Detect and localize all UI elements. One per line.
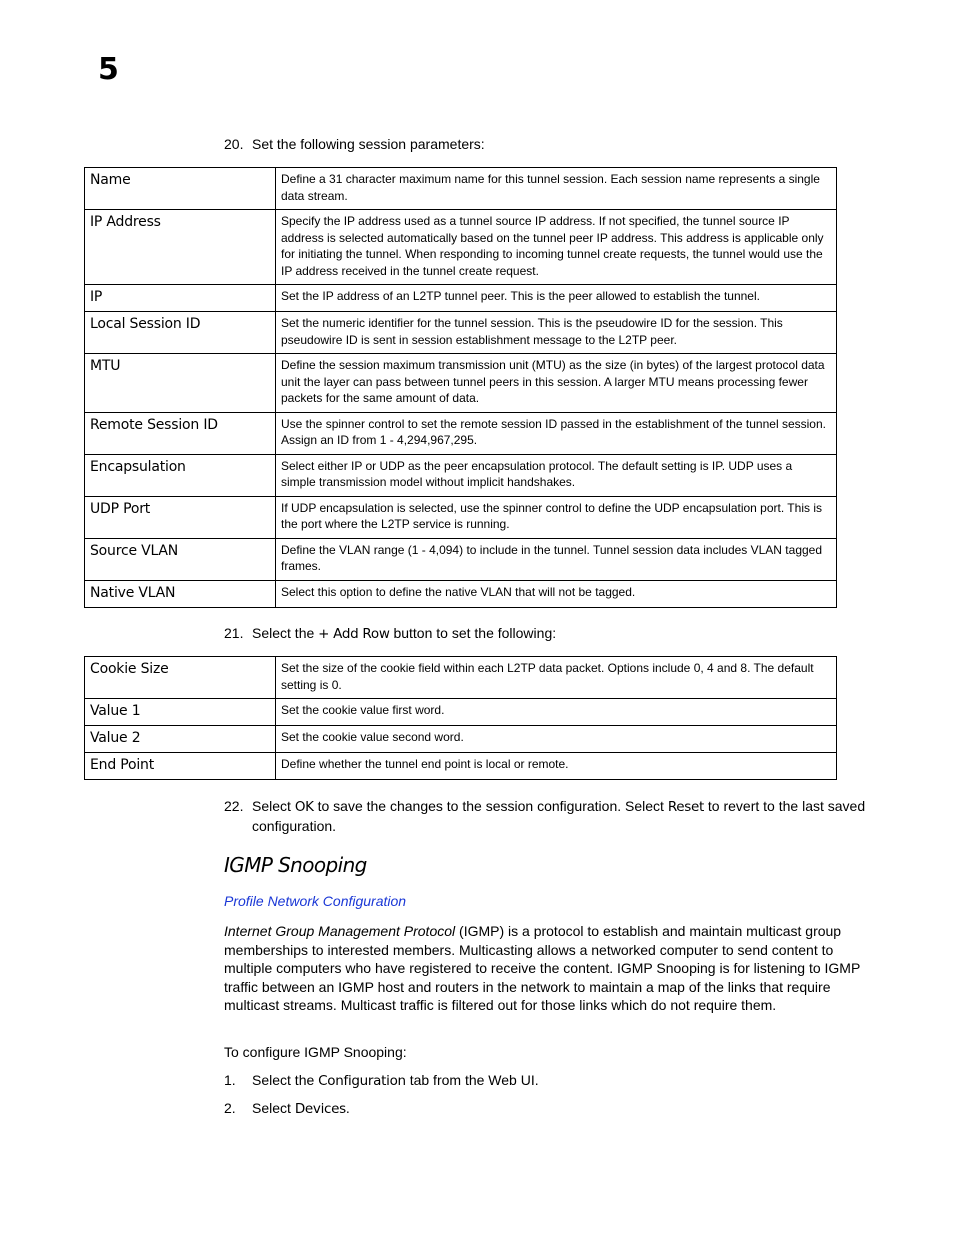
parameter-description: Use the spinner control to set the remote session ID passed in the establishment of the tunnel session. Assign an ID from 1 - 4,294,967,295. bbox=[276, 412, 837, 454]
parameter-description: Set the numeric identifier for the tunnel session. This is the pseudowire ID for the session. This pseudowire ID is sent in session establishment message to the L2TP peer. bbox=[276, 312, 837, 354]
table-row bbox=[85, 496, 837, 538]
table-row bbox=[85, 699, 837, 726]
add-row-button-ref: + Add Row bbox=[318, 626, 390, 642]
step-text-pre: Select the bbox=[252, 1072, 319, 1088]
step-text: Set the following session parameters: bbox=[252, 136, 485, 152]
step-text bbox=[252, 797, 872, 835]
parameter-name: IP bbox=[85, 285, 276, 312]
table-row bbox=[85, 580, 837, 607]
session-parameters-table bbox=[84, 167, 837, 608]
configuration-tab-ref: Configuration bbox=[318, 1073, 406, 1089]
step-text-pre: Select bbox=[252, 798, 295, 814]
parameter-description: Set the size of the cookie field within each L2TP data packet. Options include 0, 4 and 8. The default setting is 0. bbox=[276, 657, 837, 699]
step-text-pre: Select the bbox=[252, 625, 319, 641]
parameter-name: End Point bbox=[85, 753, 276, 780]
step-text-post: tab from the Web UI. bbox=[405, 1072, 539, 1088]
chapter-number: 5 bbox=[98, 52, 119, 87]
parameter-name: Native VLAN bbox=[85, 580, 276, 607]
parameter-description: Set the IP address of an L2TP tunnel peer. This is the peer allowed to establish the tunnel. bbox=[276, 285, 837, 312]
table-row bbox=[85, 538, 837, 580]
ok-button-ref: OK bbox=[294, 799, 314, 815]
parameter-name: Value 1 bbox=[85, 699, 276, 726]
table-row bbox=[85, 210, 837, 285]
configure-paragraph: To configure IGMP Snooping: bbox=[224, 1044, 407, 1060]
parameter-description: Define a 31 character maximum name for this tunnel session. Each session name represents a single data stream. bbox=[276, 168, 837, 210]
intro-paragraph bbox=[224, 922, 870, 1015]
table-row bbox=[85, 285, 837, 312]
parameter-description: If UDP encapsulation is selected, use the spinner control to define the UDP encapsulation port. This is the port where the L2TP service is running. bbox=[276, 496, 837, 538]
table-row bbox=[85, 412, 837, 454]
cookie-parameters-table bbox=[84, 656, 837, 780]
parameter-description: Select this option to define the native VLAN that will not be tagged. bbox=[276, 580, 837, 607]
table-row bbox=[85, 454, 837, 496]
step-text-post: button to set the following: bbox=[389, 625, 557, 641]
parameter-name: Cookie Size bbox=[85, 657, 276, 699]
parameter-name: Encapsulation bbox=[85, 454, 276, 496]
parameter-name: MTU bbox=[85, 354, 276, 413]
section-title: IGMP Snooping bbox=[224, 853, 367, 877]
parameter-description: Define the session maximum transmission unit (MTU) as the size (in bytes) of the largest protocol data unit the layer can pass between tunnel peers in this session. A larger MTU means processing fewer packets for the same amount of data. bbox=[276, 354, 837, 413]
table-row bbox=[85, 657, 837, 699]
table-row bbox=[85, 753, 837, 780]
parameter-name: IP Address bbox=[85, 210, 276, 285]
parameter-name: UDP Port bbox=[85, 496, 276, 538]
step-22 bbox=[224, 797, 874, 834]
step-1 bbox=[224, 1071, 539, 1091]
table-row bbox=[85, 168, 837, 210]
step-number: 20. bbox=[224, 136, 244, 152]
parameter-name: Name bbox=[85, 168, 276, 210]
step-2 bbox=[224, 1099, 350, 1119]
step-21 bbox=[224, 624, 556, 644]
devices-ref: Devices bbox=[294, 1101, 346, 1117]
step-text-post: . bbox=[345, 1100, 350, 1116]
parameter-name: Source VLAN bbox=[85, 538, 276, 580]
parameter-name: Local Session ID bbox=[85, 312, 276, 354]
table-row bbox=[85, 312, 837, 354]
table-row bbox=[85, 726, 837, 753]
step-text-mid: to save the changes to the session configuration. Select bbox=[313, 798, 668, 814]
profile-network-configuration-link[interactable]: Profile Network Configuration bbox=[224, 893, 407, 909]
parameter-description: Specify the IP address used as a tunnel source IP address. If not specified, the tunnel source IP address is selected automatically based on the tunnel peer IP address. This address is applicable only for initiating the tunnel. When responding to incoming tunnel create requests, the tunnel would use the IP address received in the tunnel create request. bbox=[276, 210, 837, 285]
parameter-description: Set the cookie value second word. bbox=[276, 726, 837, 753]
step-text-pre: Select bbox=[252, 1100, 295, 1116]
step-text-post: to revert to the last saved configuration. bbox=[252, 798, 866, 834]
intro-text: (IGMP) is a protocol to establish and maintain multicast group memberships to interested members. Multicasting allows a networked computer to send content to multiple computers who have registered to receive the content. IGMP Snooping is for listening to IGMP traffic between an IGMP host and routers in the network to maintain a map of the links that require multicast streams. Multicast traffic is filtered out for those links which do not require them. bbox=[224, 923, 861, 1014]
parameter-description: Set the cookie value first word. bbox=[276, 699, 837, 726]
table-row bbox=[85, 354, 837, 413]
step-20 bbox=[224, 135, 485, 154]
step-number: 21. bbox=[224, 625, 244, 641]
step-number: 22. bbox=[224, 798, 244, 814]
parameter-description: Select either IP or UDP as the peer encapsulation protocol. The default setting is IP. UDP uses a simple transmission model without implicit handshakes. bbox=[276, 454, 837, 496]
reset-button-ref: Reset bbox=[667, 799, 705, 815]
parameter-description: Define the VLAN range (1 - 4,094) to include in the tunnel. Tunnel session data includes VLAN tagged frames. bbox=[276, 538, 837, 580]
step-number: 2. bbox=[224, 1100, 236, 1116]
parameter-name: Value 2 bbox=[85, 726, 276, 753]
parameter-name: Remote Session ID bbox=[85, 412, 276, 454]
step-number: 1. bbox=[224, 1072, 236, 1088]
parameter-description: Define whether the tunnel end point is local or remote. bbox=[276, 753, 837, 780]
intro-italic: Internet Group Management Protocol bbox=[224, 923, 456, 939]
